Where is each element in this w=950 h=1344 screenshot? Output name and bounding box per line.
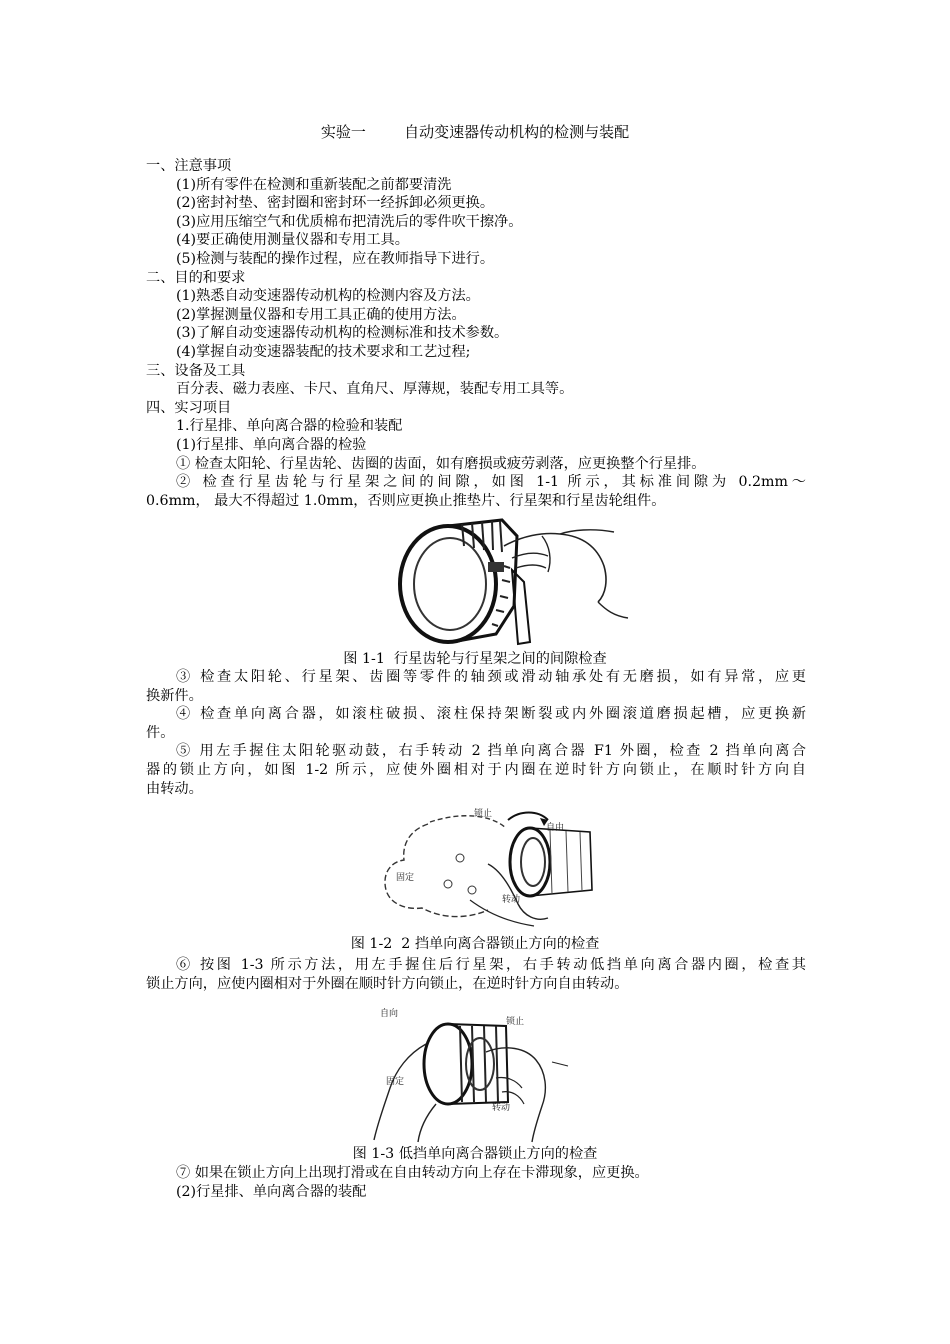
- fig3-label-lock: 锁止: [506, 1017, 525, 1027]
- paragraph-line: ⑦ 如果在锁止方向上出现打滑或在自由转动方向上存在卡滞现象，应更换。: [176, 1165, 649, 1181]
- paragraph-line: 1.行星排、单向离合器的检验和装配: [176, 418, 403, 435]
- fig2-label-lock: 锁止: [474, 809, 493, 819]
- paragraph-line: (3)应用压缩空气和优质棉布把清洗后的零件吹干擦净。: [176, 213, 523, 230]
- text-block-4: [146, 1164, 806, 1201]
- text-block-3: [146, 956, 806, 993]
- paragraph-line: (1)所有零件在检测和重新装配之前都要清洗: [176, 176, 452, 193]
- paragraph-line: ④ 检查单向离合器，如滚柱破损、滚柱保持架断裂或内外圈滚道磨损起槽，应更换新: [176, 706, 806, 723]
- paragraph-line: 件。: [146, 724, 175, 741]
- text-block-1: [146, 157, 806, 510]
- paragraph-line: (2)掌握测量仪器和专用工具正确的使用方法。: [176, 306, 466, 323]
- fig2-label-free: 自由: [546, 823, 565, 833]
- paragraph-line: ③ 检查太阳轮、行星架、齿圈等零件的轴颈或滑动轴承处有无磨损，如有异常，应更: [176, 669, 806, 685]
- paragraph-line: (3)了解自动变速器传动机构的检测标准和技术参数。: [176, 325, 509, 342]
- paragraph-line: (4)要正确使用测量仪器和专用工具。: [176, 232, 409, 249]
- paragraph-line: 四、实习项目: [146, 399, 232, 416]
- paragraph-line: 器的锁止方向，如图 1-2 所示，应使外圈相对于内圈在逆时针方向锁止，在顺时针方向自: [146, 761, 806, 778]
- paragraph-line: (1)行星排、单向离合器的检验: [176, 436, 367, 453]
- text-block-2: [146, 668, 806, 798]
- paragraph-line: (2)密封衬垫、密封圈和密封环一经拆卸必须更换。: [176, 195, 495, 212]
- figure-1-1-caption: 图 1-1 行星齿轮与行星架之间的间隙检查: [343, 651, 607, 667]
- paragraph-line: ② 检查行星齿轮与行星架之间的间隙，如图 1-1 所示，其标准间隙为 0.2mm～: [176, 474, 806, 491]
- figure-1-3-image: [356, 1004, 600, 1144]
- paragraph-line: (5)检测与装配的操作过程，应在教师指导下进行。: [176, 250, 495, 267]
- paragraph-line: ⑤ 用左手握住太阳轮驱动鼓，右手转动 2 挡单向离合器 F1 外圈，检查 2 挡单向离合: [176, 743, 806, 760]
- paragraph-line: 0.6mm， 最大不得超过 1.0mm，否则应更换止推垫片、行星架和行星齿轮组件。: [146, 492, 666, 509]
- paragraph-line: 一、注意事项: [146, 158, 232, 174]
- paragraph-line: (2)行星排、单向离合器的装配: [176, 1183, 367, 1200]
- paragraph-line: ⑥ 按图 1-3 所示方法，用左手握住后行星架，右手转动低挡单向离合器内圈，检查其: [176, 957, 806, 973]
- paragraph-line: (4)掌握自动变速器装配的技术要求和工艺过程;: [176, 343, 471, 360]
- fig2-label-rotate: 转动: [502, 895, 521, 905]
- figure-1-2-image: [370, 800, 620, 932]
- fig3-label-fixed: 固定: [386, 1077, 405, 1087]
- paragraph-line: 由转动。: [146, 780, 203, 797]
- paragraph-line: 锁止方向，应使内圈相对于外圈在顺时针方向锁止，在逆时针方向自由转动。: [146, 975, 629, 992]
- paragraph-line: 三、设备及工具: [146, 362, 246, 379]
- figure-1-1-image: [392, 506, 640, 650]
- paragraph-line: 换新件。: [146, 687, 203, 704]
- paragraph-line: ① 检查太阳轮、行星齿轮、齿圈的齿面，如有磨损或疲劳剥落，应更换整个行星排。: [176, 455, 706, 472]
- fig3-label-rotate: 转动: [492, 1103, 511, 1113]
- paragraph-line: 二、目的和要求: [146, 269, 246, 286]
- paragraph-line: 百分表、磁力表座、卡尺、直角尺、厚薄规，装配专用工具等。: [176, 381, 574, 398]
- figure-1-2-caption: 图 1-2 2 挡单向离合器锁止方向的检查: [350, 936, 600, 952]
- paragraph-line: (1)熟悉自动变速器传动机构的检测内容及方法。: [176, 288, 480, 305]
- fig2-label-fixed: 固定: [396, 873, 415, 883]
- figure-1-3-caption: 图 1-3 低挡单向离合器锁止方向的检查: [352, 1146, 598, 1162]
- fig3-label-free: 自向: [380, 1009, 399, 1019]
- page-title: 实验一 自动变速器传动机构的检测与装配: [320, 123, 630, 141]
